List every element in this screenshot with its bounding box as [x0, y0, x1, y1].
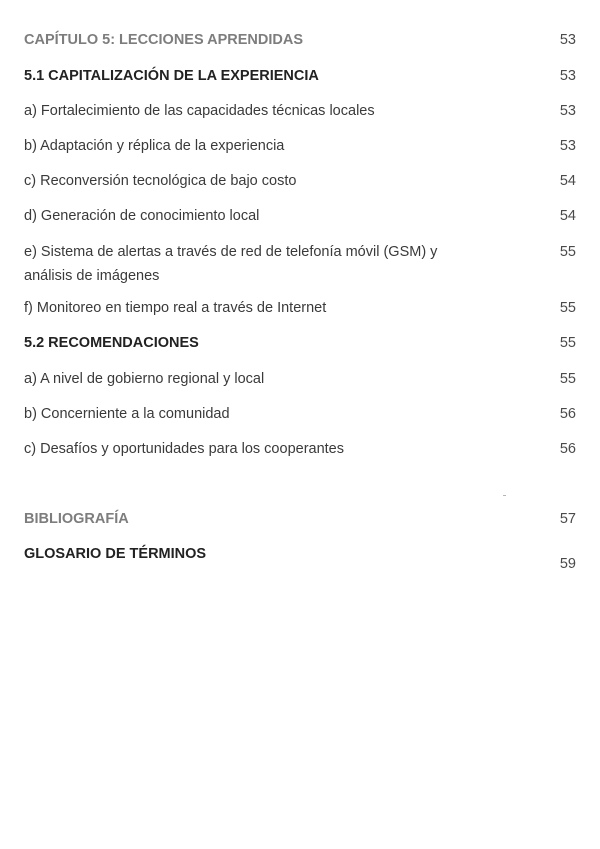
toc-entry-label: b) Concerniente a la comunidad [24, 406, 230, 422]
toc-entry-label: c) Reconversión tecnológica de bajo costo [24, 173, 297, 189]
toc-entry-label: GLOSARIO DE TÉRMINOS [24, 546, 207, 562]
toc-entry-label: 5.1 CAPITALIZACIÓN DE LA EXPERIENCIA [24, 68, 319, 84]
toc-entry-label: a) Fortalecimiento de las capacidades técnicas locales [24, 103, 375, 119]
toc-entry-label: d) Generación de conocimiento local [24, 208, 260, 224]
toc-entry-label: e) Sistema de alertas a través de red de telefonía móvil (GSM) y análisis de imágenes [24, 244, 438, 284]
toc-entry-page: 59 [559, 556, 576, 572]
toc-entry-page: 54 [559, 173, 576, 189]
toc-entry-page: 56 [559, 406, 576, 422]
toc-entry-label: b) Adaptación y réplica de la experiencia [24, 138, 285, 154]
toc-entry-page: 54 [559, 208, 576, 224]
toc-entry-page: 53 [559, 103, 576, 119]
toc-entry-page: 55 [559, 300, 576, 316]
scan-speck [503, 495, 506, 496]
toc-entry-label: c) Desafíos y oportunidades para los cooperantes [24, 441, 344, 457]
toc-entry-page: 56 [559, 441, 576, 457]
toc-entry-page: 57 [559, 511, 576, 527]
toc-entry-page: 55 [559, 371, 576, 387]
toc-entry-page: 55 [559, 244, 576, 260]
toc-entry-page: 55 [559, 335, 576, 351]
toc-entry-page: 53 [559, 32, 576, 48]
toc-entry-label: CAPÍTULO 5: LECCIONES APRENDIDAS [24, 32, 304, 48]
toc-entry-page: 53 [559, 138, 576, 154]
toc-entry-label: a) A nivel de gobierno regional y local [24, 371, 265, 387]
toc-entry-page: 53 [559, 68, 576, 84]
toc-entry-label: 5.2 RECOMENDACIONES [24, 335, 199, 351]
toc-entry-label: BIBLIOGRAFÍA [24, 511, 129, 527]
toc-entry-label: f) Monitoreo en tiempo real a través de Internet [24, 300, 327, 316]
